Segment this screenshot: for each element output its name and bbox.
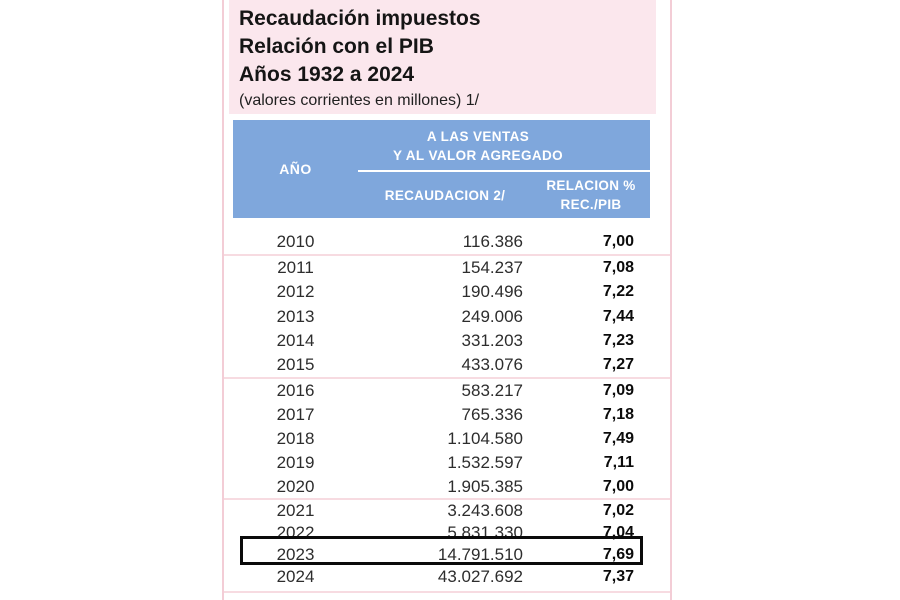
table-row (224, 522, 670, 544)
table-row-group (224, 379, 670, 500)
row-relacion-cell: 7,11 (603, 453, 634, 471)
row-year-cell: 2017 (276, 405, 315, 425)
row-recaudacion-cell: 249.006 (461, 306, 523, 326)
row-year-cell: 2022 (276, 523, 315, 543)
row-year-cell: 2019 (276, 452, 315, 472)
row-recaudacion-cell: 43.027.692 (437, 567, 523, 587)
table-row-group (224, 256, 670, 379)
row-relacion-cell: 7,04 (602, 524, 634, 542)
row-year-cell: 2013 (276, 306, 315, 326)
row-recaudacion-cell: 14.791.510 (437, 545, 523, 565)
table-row (224, 475, 670, 499)
row-year-cell: 2011 (277, 258, 314, 278)
row-year-cell: 2015 (276, 355, 315, 375)
table-header (233, 120, 650, 218)
row-recaudacion-cell: 1.104.580 (447, 428, 523, 448)
row-year-cell: 2021 (276, 501, 315, 521)
row-year-cell: 2014 (276, 331, 315, 351)
table-row-group (224, 218, 670, 256)
report-title-line-2: Relación con el PIB (239, 35, 434, 58)
row-relacion-cell: 7,08 (602, 259, 634, 277)
row-recaudacion-cell: 3.243.608 (447, 501, 523, 521)
row-recaudacion-cell: 190.496 (461, 282, 523, 302)
row-recaudacion-cell: 583.217 (461, 381, 523, 401)
row-year-cell: 2016 (276, 381, 315, 401)
row-recaudacion-cell: 1.905.385 (447, 476, 523, 496)
row-relacion-cell: 7,02 (602, 502, 634, 520)
table-row (224, 256, 670, 280)
column-header-year: AÑO (279, 161, 312, 177)
row-recaudacion-cell: 1.532.597 (447, 452, 523, 472)
column-header-relacion-line-1: RELACION % (546, 178, 636, 193)
column-group-title-line-1: A LAS VENTAS (426, 129, 530, 144)
report-card (222, 0, 672, 600)
table-row (224, 329, 670, 353)
row-relacion-cell: 7,49 (602, 429, 634, 447)
title-block (229, 0, 656, 114)
row-recaudacion-cell: 154.237 (461, 258, 523, 278)
row-relacion-cell: 7,27 (602, 356, 634, 374)
report-title-line-3: Años 1932 a 2024 (239, 63, 415, 86)
table-row (224, 500, 670, 522)
row-relacion-cell: 7,00 (602, 233, 634, 250)
row-relacion-cell: 7,09 (602, 382, 634, 400)
column-header-relacion (532, 176, 650, 214)
row-relacion-cell: 7,23 (602, 332, 634, 350)
row-relacion-cell: 7,22 (602, 283, 634, 301)
column-header-recaudacion: RECAUDACION 2/ (384, 187, 506, 203)
row-year-cell: 2023 (276, 545, 315, 565)
row-year-cell: 2018 (276, 428, 315, 448)
report-title-line-1: Recaudación impuestos (239, 7, 481, 30)
table-body (224, 218, 670, 593)
table-row (224, 427, 670, 451)
row-recaudacion-cell: 433.076 (461, 355, 523, 375)
table-row (224, 230, 670, 254)
report-subtitle: (valores corrientes en millones) 1/ (239, 92, 480, 109)
table-row (224, 379, 670, 403)
table-row (224, 305, 670, 329)
table-row-group (224, 500, 670, 593)
row-relacion-cell: 7,37 (602, 568, 634, 586)
table-row (224, 544, 670, 566)
row-year-cell: 2012 (276, 282, 315, 302)
column-subheaders (358, 170, 650, 218)
row-relacion-cell: 7,69 (602, 546, 634, 564)
column-header-relacion-line-2: REC./PIB (560, 197, 622, 212)
column-group-title (358, 120, 650, 170)
row-year-cell: 2020 (276, 476, 315, 496)
row-relacion-cell: 7,00 (602, 477, 634, 495)
column-group-ventas (358, 120, 650, 218)
table-row (224, 566, 670, 588)
row-recaudacion-cell: 5.831.330 (447, 523, 523, 543)
table-row (224, 280, 670, 304)
row-year-cell: 2010 (276, 232, 315, 251)
row-recaudacion-cell: 765.336 (461, 405, 523, 425)
table-row (224, 451, 670, 475)
row-relacion-cell: 7,44 (602, 307, 634, 325)
row-recaudacion-cell: 116.386 (462, 232, 523, 251)
row-relacion-cell: 7,18 (602, 406, 634, 424)
table-row (224, 403, 670, 427)
column-group-title-line-2: Y AL VALOR AGREGADO (392, 148, 564, 163)
row-year-cell: 2024 (276, 567, 315, 587)
row-recaudacion-cell: 331.203 (461, 331, 523, 351)
table-row (224, 353, 670, 377)
